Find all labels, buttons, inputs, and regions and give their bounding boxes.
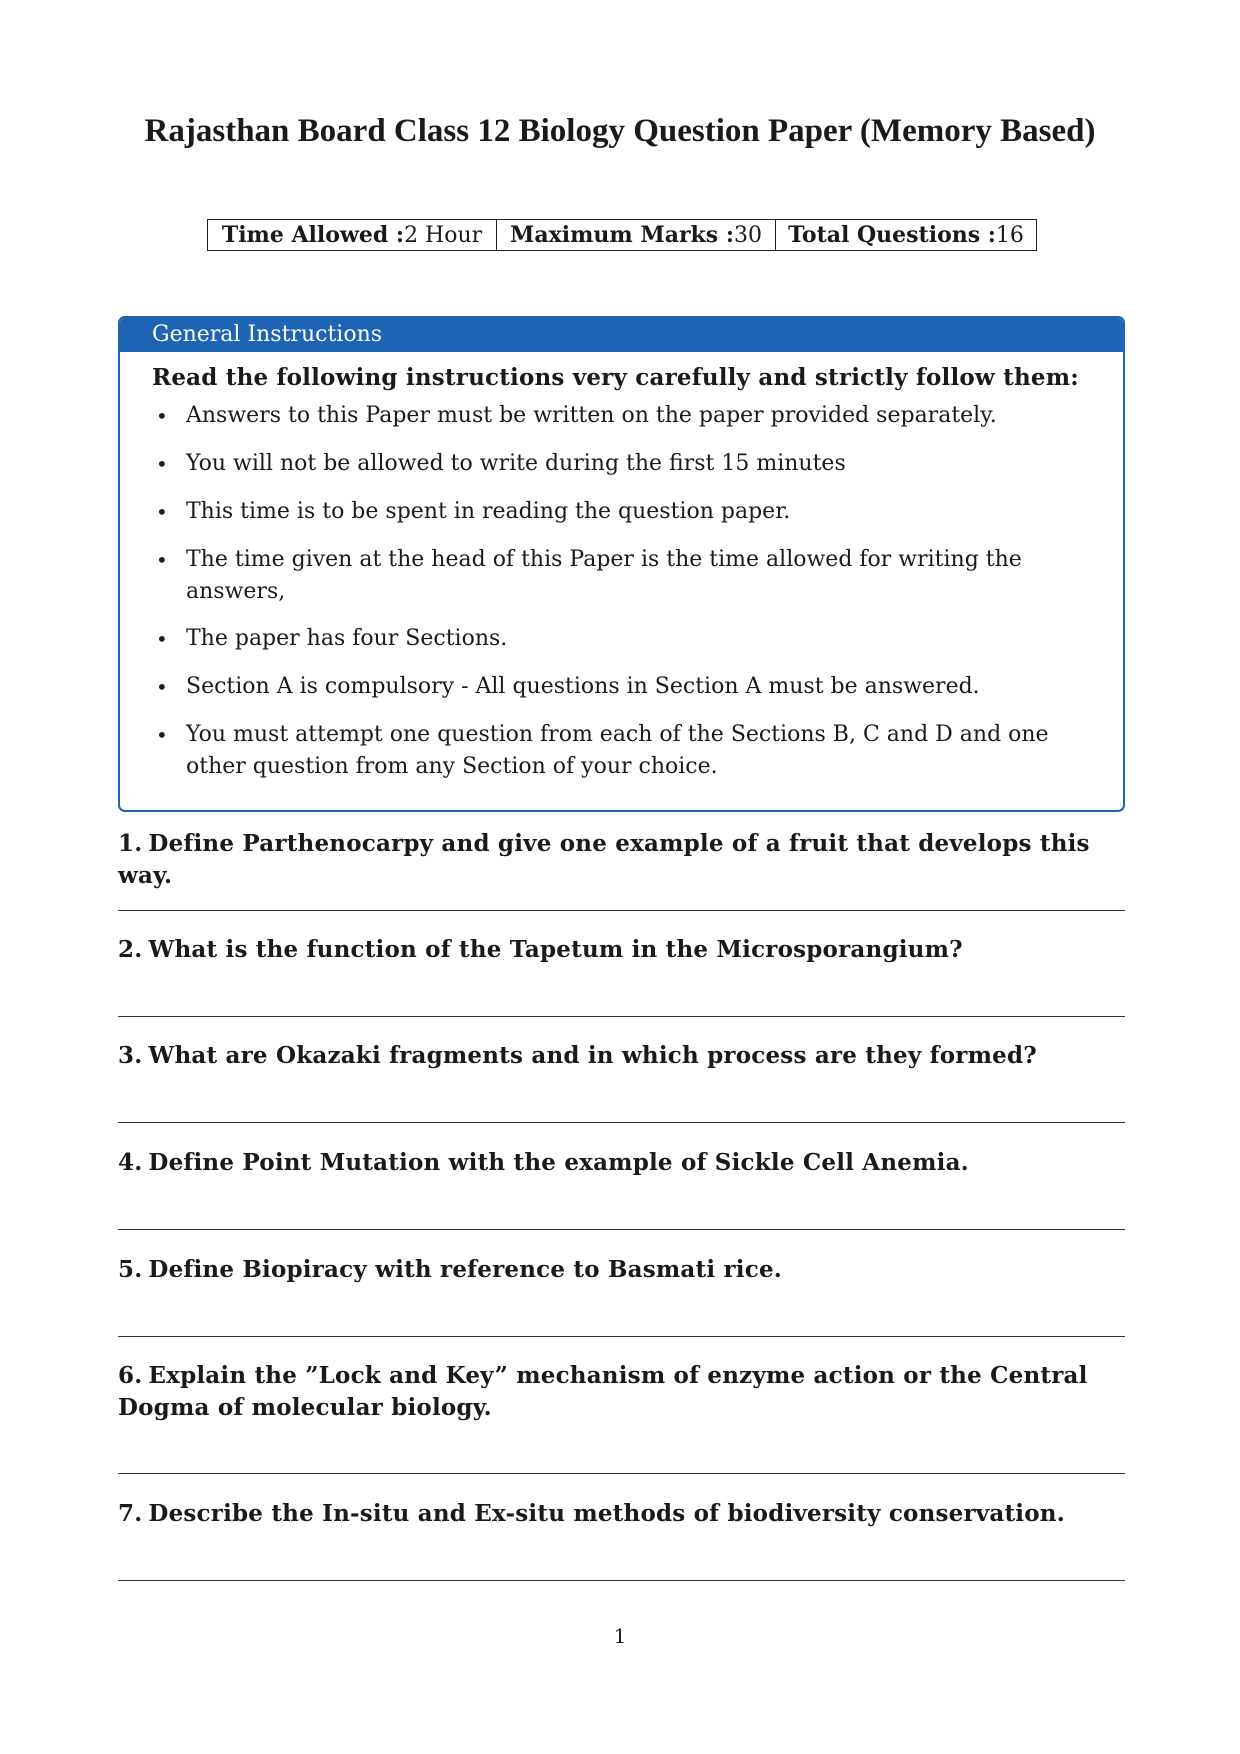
question-text: Define Point Mutation with the example of Sickle Cell Anemia. bbox=[148, 1149, 969, 1176]
question-text: Explain the ”Lock and Key” mechanism of enzyme action or the Central Dogma of molecular biology. bbox=[118, 1362, 1088, 1421]
question-2 bbox=[118, 934, 1125, 966]
page-number: 1 bbox=[613, 1624, 627, 1648]
instruction-text: Section A is compulsory - All questions in Section A must be answered. bbox=[186, 674, 980, 699]
bullet-icon: • bbox=[156, 548, 168, 572]
total-questions-label: Total Questions : bbox=[788, 222, 996, 248]
instructions-lead: Read the following instructions very carefully and strictly follow them: bbox=[152, 364, 1079, 391]
bullet-icon: • bbox=[156, 500, 168, 524]
instruction-item bbox=[156, 400, 1086, 432]
instruction-text: The time given at the head of this Paper is the time allowed for writing the answers, bbox=[186, 547, 1022, 604]
answer-line bbox=[118, 1229, 1125, 1230]
general-instructions-box bbox=[118, 316, 1125, 812]
time-allowed-value: 2 Hour bbox=[404, 222, 483, 248]
maximum-marks-label: Maximum Marks : bbox=[510, 222, 734, 248]
instruction-text: This time is to be spent in reading the question paper. bbox=[186, 499, 791, 524]
question-6 bbox=[118, 1360, 1125, 1424]
answer-line bbox=[118, 1473, 1125, 1474]
instruction-text: Answers to this Paper must be written on the paper provided separately. bbox=[186, 403, 997, 428]
bullet-icon: • bbox=[156, 452, 168, 476]
question-text: Define Parthenocarpy and give one example of a fruit that develops this way. bbox=[118, 830, 1090, 889]
answer-line bbox=[118, 1016, 1125, 1017]
question-number: 1. bbox=[118, 830, 143, 857]
answer-line bbox=[118, 1336, 1125, 1337]
question-4 bbox=[118, 1147, 1125, 1179]
maximum-marks-value: 30 bbox=[733, 222, 762, 248]
bullet-icon: • bbox=[156, 404, 168, 428]
question-number: 6. bbox=[118, 1362, 143, 1389]
question-7 bbox=[118, 1498, 1125, 1530]
question-1 bbox=[118, 828, 1125, 892]
question-number: 4. bbox=[118, 1149, 143, 1176]
question-3 bbox=[118, 1040, 1125, 1072]
answer-line bbox=[118, 910, 1125, 911]
question-number: 5. bbox=[118, 1256, 143, 1283]
answer-line bbox=[118, 1580, 1125, 1581]
instruction-text: You will not be allowed to write during the first 15 minutes bbox=[186, 451, 846, 476]
question-text: Describe the In-situ and Ex-situ methods of biodiversity conservation. bbox=[148, 1500, 1065, 1527]
instruction-text: The paper has four Sections. bbox=[186, 626, 508, 651]
bullet-icon: • bbox=[156, 675, 168, 699]
total-questions-cell bbox=[776, 220, 1036, 250]
instructions-header: General Instructions bbox=[120, 318, 1123, 352]
time-allowed-label: Time Allowed : bbox=[221, 222, 405, 248]
instruction-text: You must attempt one question from each of the Sections B, C and D and one other question from any Section of your choice. bbox=[186, 722, 1049, 779]
maximum-marks-cell bbox=[497, 220, 776, 250]
bullet-icon: • bbox=[156, 627, 168, 651]
exam-info-table bbox=[207, 219, 1037, 251]
instruction-item bbox=[156, 448, 1086, 480]
question-number: 2. bbox=[118, 936, 143, 963]
question-text: What are Okazaki fragments and in which process are they formed? bbox=[148, 1042, 1037, 1069]
total-questions-value: 16 bbox=[995, 222, 1024, 248]
question-5 bbox=[118, 1254, 1125, 1286]
question-text: Define Biopiracy with reference to Basmati rice. bbox=[148, 1256, 782, 1283]
instruction-item bbox=[156, 719, 1086, 783]
instruction-item bbox=[156, 623, 1086, 655]
instruction-item bbox=[156, 671, 1086, 703]
answer-line bbox=[118, 1122, 1125, 1123]
instruction-item bbox=[156, 496, 1086, 528]
time-allowed-cell bbox=[208, 220, 497, 250]
question-text: What is the function of the Tapetum in the Microsporangium? bbox=[148, 936, 963, 963]
instruction-item bbox=[156, 544, 1086, 608]
page-title: Rajasthan Board Class 12 Biology Question Paper (Memory Based) bbox=[144, 113, 1096, 149]
question-number: 3. bbox=[118, 1042, 143, 1069]
question-number: 7. bbox=[118, 1500, 143, 1527]
bullet-icon: • bbox=[156, 723, 168, 747]
